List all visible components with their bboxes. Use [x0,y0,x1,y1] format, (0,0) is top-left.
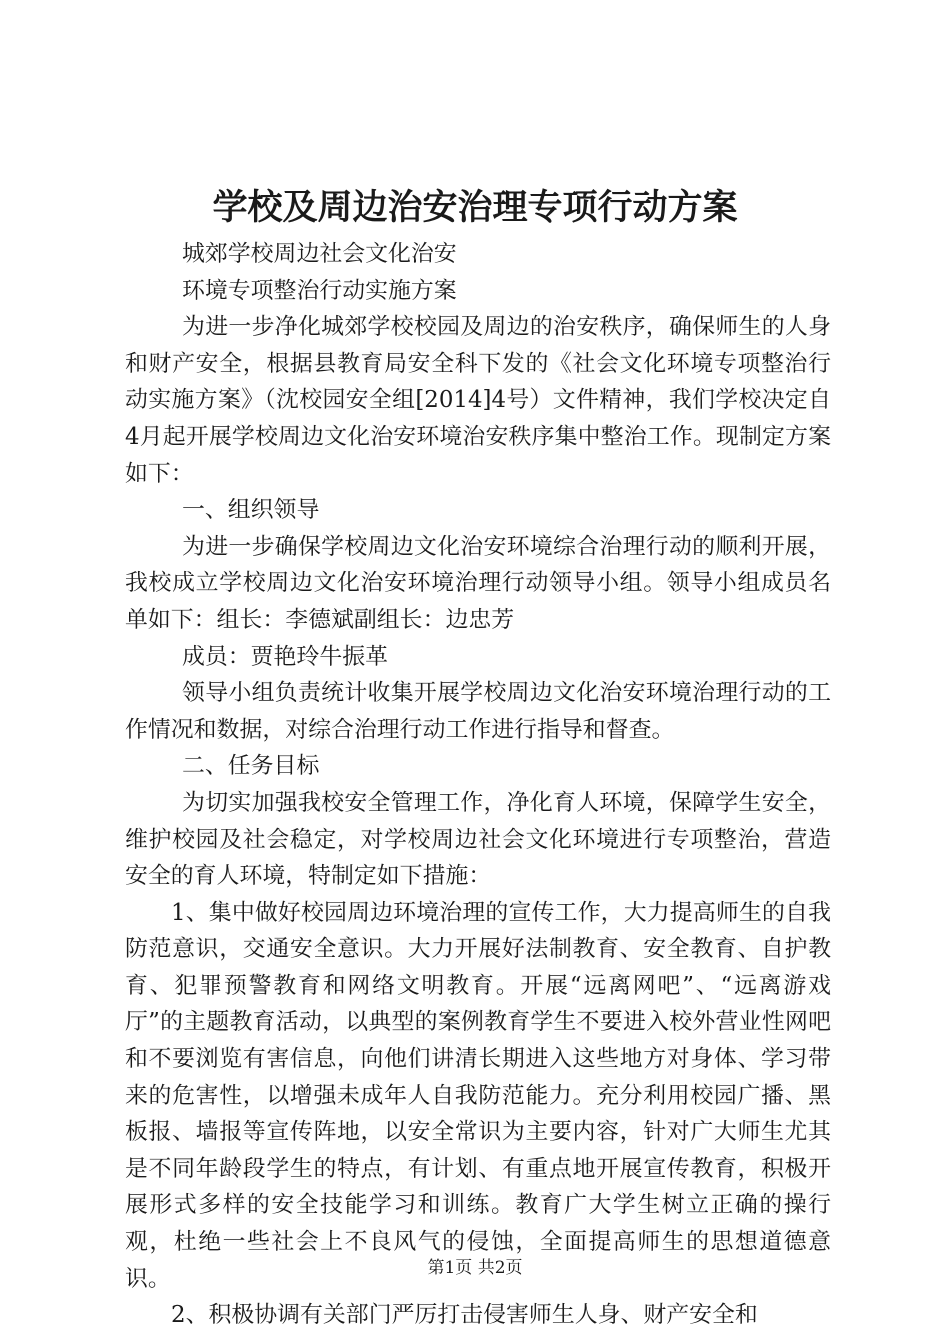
section-heading-organization: 一、组织领导 [182,497,320,524]
document-title: 学校及周边治安治理专项行动方案 [212,187,738,228]
measure-2-paragraph: 2、积极协调有关部门严厉打击侵害师生人身、财产安全和 [171,1302,758,1329]
subtitle-line-2: 环境专项整治行动实施方案 [182,277,457,304]
subtitle-line-1: 城郊学校周边社会文化治安 [182,241,457,267]
section-heading-goals: 二、任务目标 [182,753,320,780]
members-line: 成员：贾艳玲牛振革 [182,643,389,670]
responsibility-paragraph: 领导小组负责统计收集开展学校周边文化治安环境治理行动的工作情况和数据，对综合治理行动工作进行指导和督查。 [125,680,831,743]
intro-paragraph: 为进一步净化城郊学校校园及周边的治安秩序，确保师生的人身和财产安全，根据县教育局安全科下发的《社会文化环境专项整治行动实施方案》（沈校园安全组[2014]4号）文件精神，我们学校决定自4月起开展学校周边文化治安环境治安秩序集中整治工作。现制定方案如下： [125,314,831,487]
page-number-footer: 第1页 共2页 [427,1258,523,1278]
goals-paragraph: 为切实加强我校安全管理工作，净化育人环境，保障学生安全，维护校园及社会稳定，对学校周边社会文化环境进行专项整治，营造安全的育人环境，特制定如下措施： [125,789,831,890]
measure-1-paragraph: 1、集中做好校园周边环境治理的宣传工作，大力提高师生的自我防范意识，交通安全意识。大力开展好法制教育、安全教育、自护教育、犯罪预警教育和网络文明教育。开展“远离网吧”、“远离游戏厅”的主题教育活动，以典型的案例教育学生不要进入校外营业性网吧和不要浏览有害信息，向他们讲清长期进入这些地方对身体、学习带来的危害性，以增强未成年人自我防范能力。充分利用校园广播、黑板报、墙报等宣传阵地，以安全常识为主要内容，针对广大师生尤其是不同年龄段学生的特点，有计划、有重点地开展宣传教育，积极开展形式多样的安全技能学习和训练。教育广大学生树立正确的操行观，杜绝一些社会上不良风气的侵蚀，全面提高师生的思想道德意识。 [125,899,831,1292]
organization-paragraph: 为进一步确保学校周边文化治安环境综合治理行动的顺利开展，我校成立学校周边文化治安环境治理行动领导小组。领导小组成员名单如下：组长：李德斌副组长：边忠芳 [125,533,831,633]
document-body [125,236,831,1334]
